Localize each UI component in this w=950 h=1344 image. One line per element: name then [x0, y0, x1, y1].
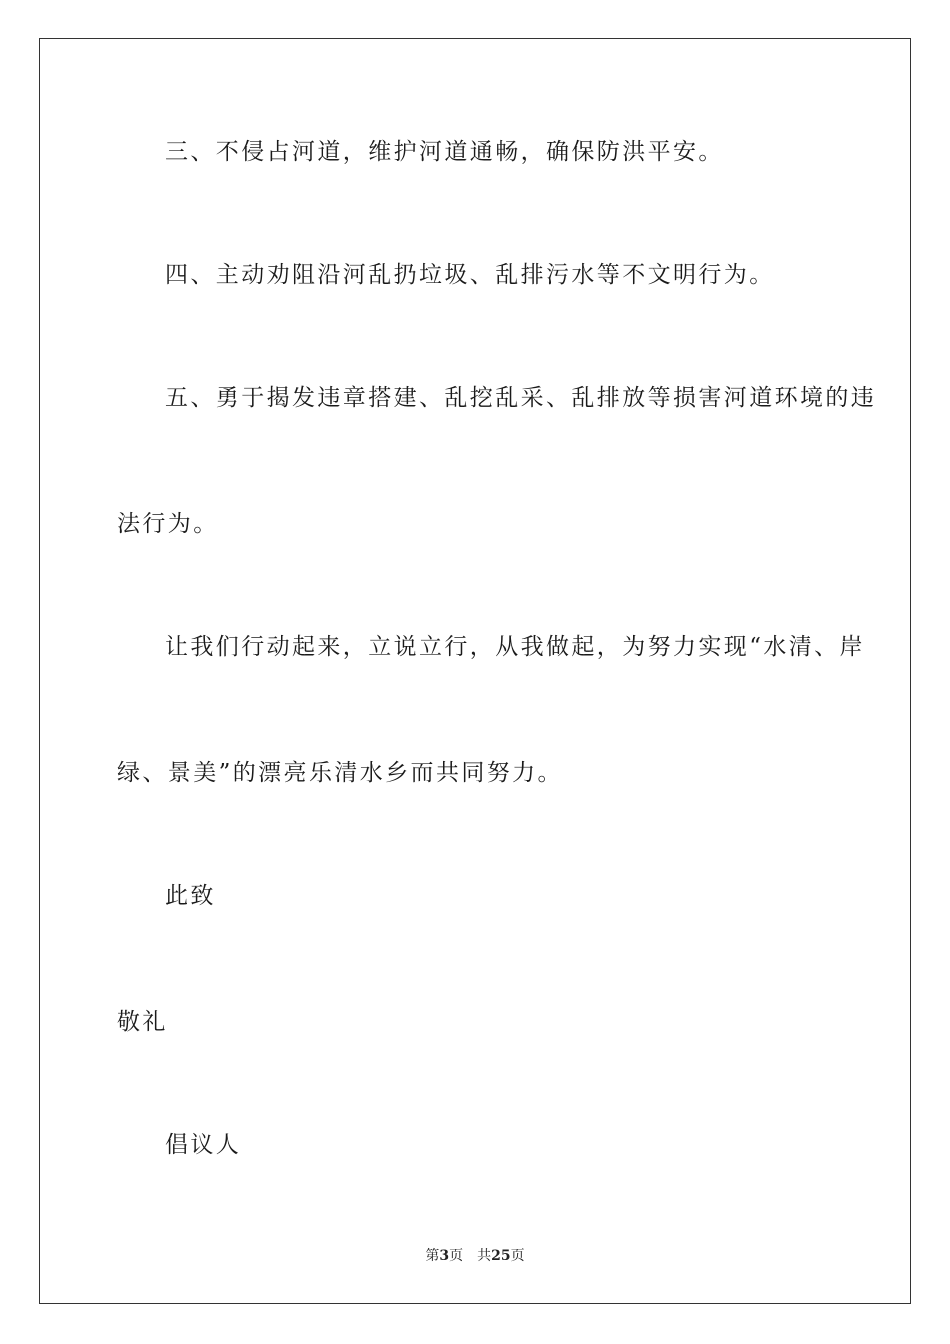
paragraph-item-3: 三、不侵占河道，维护河道通畅，确保防洪平安。 — [165, 139, 724, 165]
appeal-paragraph-line-2: 绿、景美”的漂亮乐清水乡而共同努力。 — [117, 760, 563, 786]
paragraph-item-5-line-1: 五、勇于揭发违章搭建、乱挖乱采、乱排放等损害河道环境的违 — [165, 385, 877, 411]
page-border — [39, 38, 911, 1304]
footer-page-number: 3 — [439, 1248, 450, 1264]
signer-label: 倡议人 — [165, 1132, 242, 1158]
footer-page-prefix: 第 — [425, 1248, 440, 1264]
paragraph-item-4: 四、主动劝阻沿河乱扔垃圾、乱排污水等不文明行为。 — [165, 262, 775, 288]
footer-total-prefix: 共 — [477, 1248, 492, 1264]
footer-total-pages: 25 — [491, 1248, 511, 1264]
footer-page-suffix: 页 — [449, 1248, 464, 1264]
paragraph-item-5-line-2: 法行为。 — [117, 511, 219, 537]
appeal-paragraph-line-1: 让我们行动起来，立说立行，从我做起，为努力实现“水清、岸 — [165, 634, 865, 660]
page-footer — [0, 1246, 950, 1266]
closing-salutation: 此致 — [165, 883, 216, 909]
footer-total-suffix: 页 — [510, 1248, 525, 1264]
closing-regards: 敬礼 — [117, 1009, 168, 1035]
